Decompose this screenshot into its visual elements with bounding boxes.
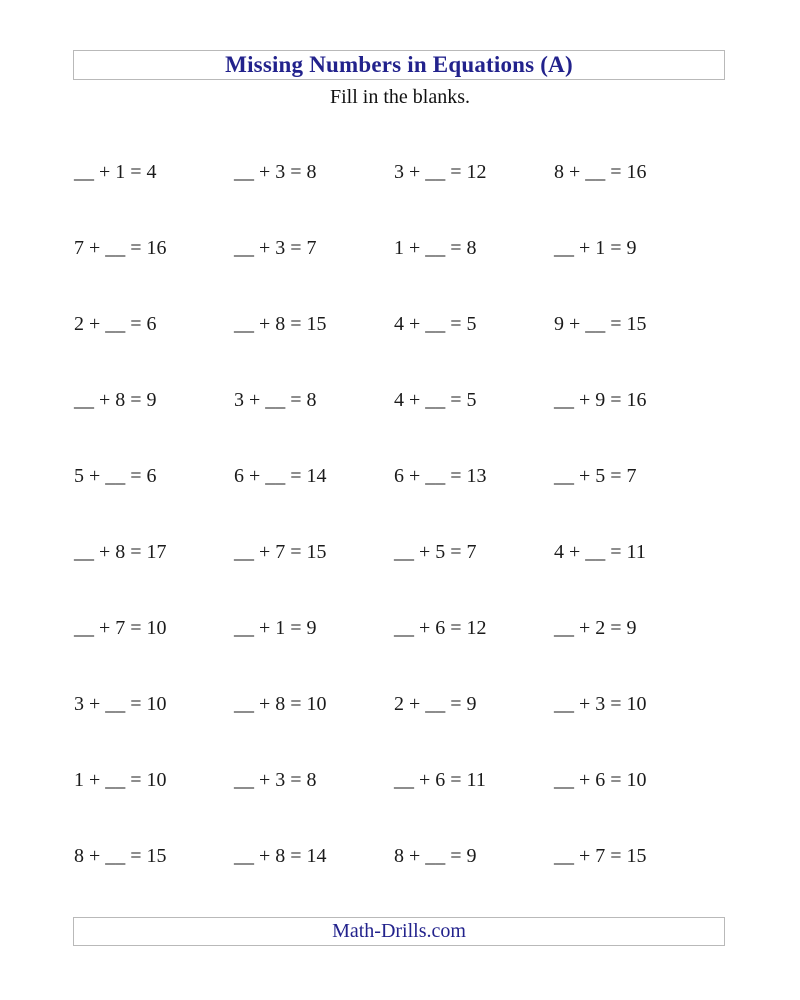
equation-cell: 3 + __ = 8 [234, 388, 317, 411]
equation-cell: __ + 8 = 10 [234, 692, 327, 715]
equation-cell: __ + 2 = 9 [554, 616, 637, 639]
equation-cell: 1 + __ = 8 [394, 236, 477, 259]
equation-cell: 1 + __ = 10 [74, 768, 167, 791]
equation-cell: 2 + __ = 6 [74, 312, 157, 335]
equation-cell: __ + 3 = 8 [234, 768, 317, 791]
equation-cell: __ + 1 = 9 [554, 236, 637, 259]
equation-cell: 8 + __ = 15 [74, 844, 167, 867]
equation-cell: 5 + __ = 6 [74, 464, 157, 487]
equation-cell: __ + 8 = 17 [74, 540, 167, 563]
equations-grid [74, 134, 754, 894]
page-title: Missing Numbers in Equations (A) [225, 52, 573, 77]
equation-cell: 4 + __ = 5 [394, 312, 477, 335]
equation-cell: __ + 9 = 16 [554, 388, 647, 411]
equation-cell: 8 + __ = 16 [554, 160, 647, 183]
title-box [73, 50, 725, 80]
equation-cell: __ + 6 = 11 [394, 768, 486, 791]
equation-cell: 9 + __ = 15 [554, 312, 647, 335]
equation-cell: __ + 3 = 10 [554, 692, 647, 715]
equation-cell: __ + 3 = 8 [234, 160, 317, 183]
equation-cell: 7 + __ = 16 [74, 236, 167, 259]
equation-cell: 2 + __ = 9 [394, 692, 477, 715]
equation-cell: __ + 1 = 9 [234, 616, 317, 639]
equation-cell: 6 + __ = 14 [234, 464, 327, 487]
footer-site-name: Math-Drills.com [332, 920, 466, 942]
equation-cell: __ + 5 = 7 [394, 540, 477, 563]
equation-cell: 6 + __ = 13 [394, 464, 487, 487]
equation-cell: 8 + __ = 9 [394, 844, 477, 867]
equation-cell: __ + 7 = 15 [554, 844, 647, 867]
instructions-text: Fill in the blanks. [330, 86, 470, 108]
equation-cell: __ + 8 = 9 [74, 388, 157, 411]
equation-cell: 4 + __ = 5 [394, 388, 477, 411]
equation-cell: __ + 7 = 10 [74, 616, 167, 639]
equation-cell: 4 + __ = 11 [554, 540, 646, 563]
equation-cell: __ + 6 = 12 [394, 616, 487, 639]
equation-cell: __ + 5 = 7 [554, 464, 637, 487]
equation-cell: __ + 8 = 14 [234, 844, 327, 867]
equation-cell: 3 + __ = 12 [394, 160, 487, 183]
equation-cell: __ + 1 = 4 [74, 160, 157, 183]
equation-cell: __ + 6 = 10 [554, 768, 647, 791]
equation-cell: __ + 7 = 15 [234, 540, 327, 563]
equation-cell: __ + 3 = 7 [234, 236, 317, 259]
equation-cell: 3 + __ = 10 [74, 692, 167, 715]
equation-cell: __ + 8 = 15 [234, 312, 327, 335]
footer-box [73, 917, 725, 946]
